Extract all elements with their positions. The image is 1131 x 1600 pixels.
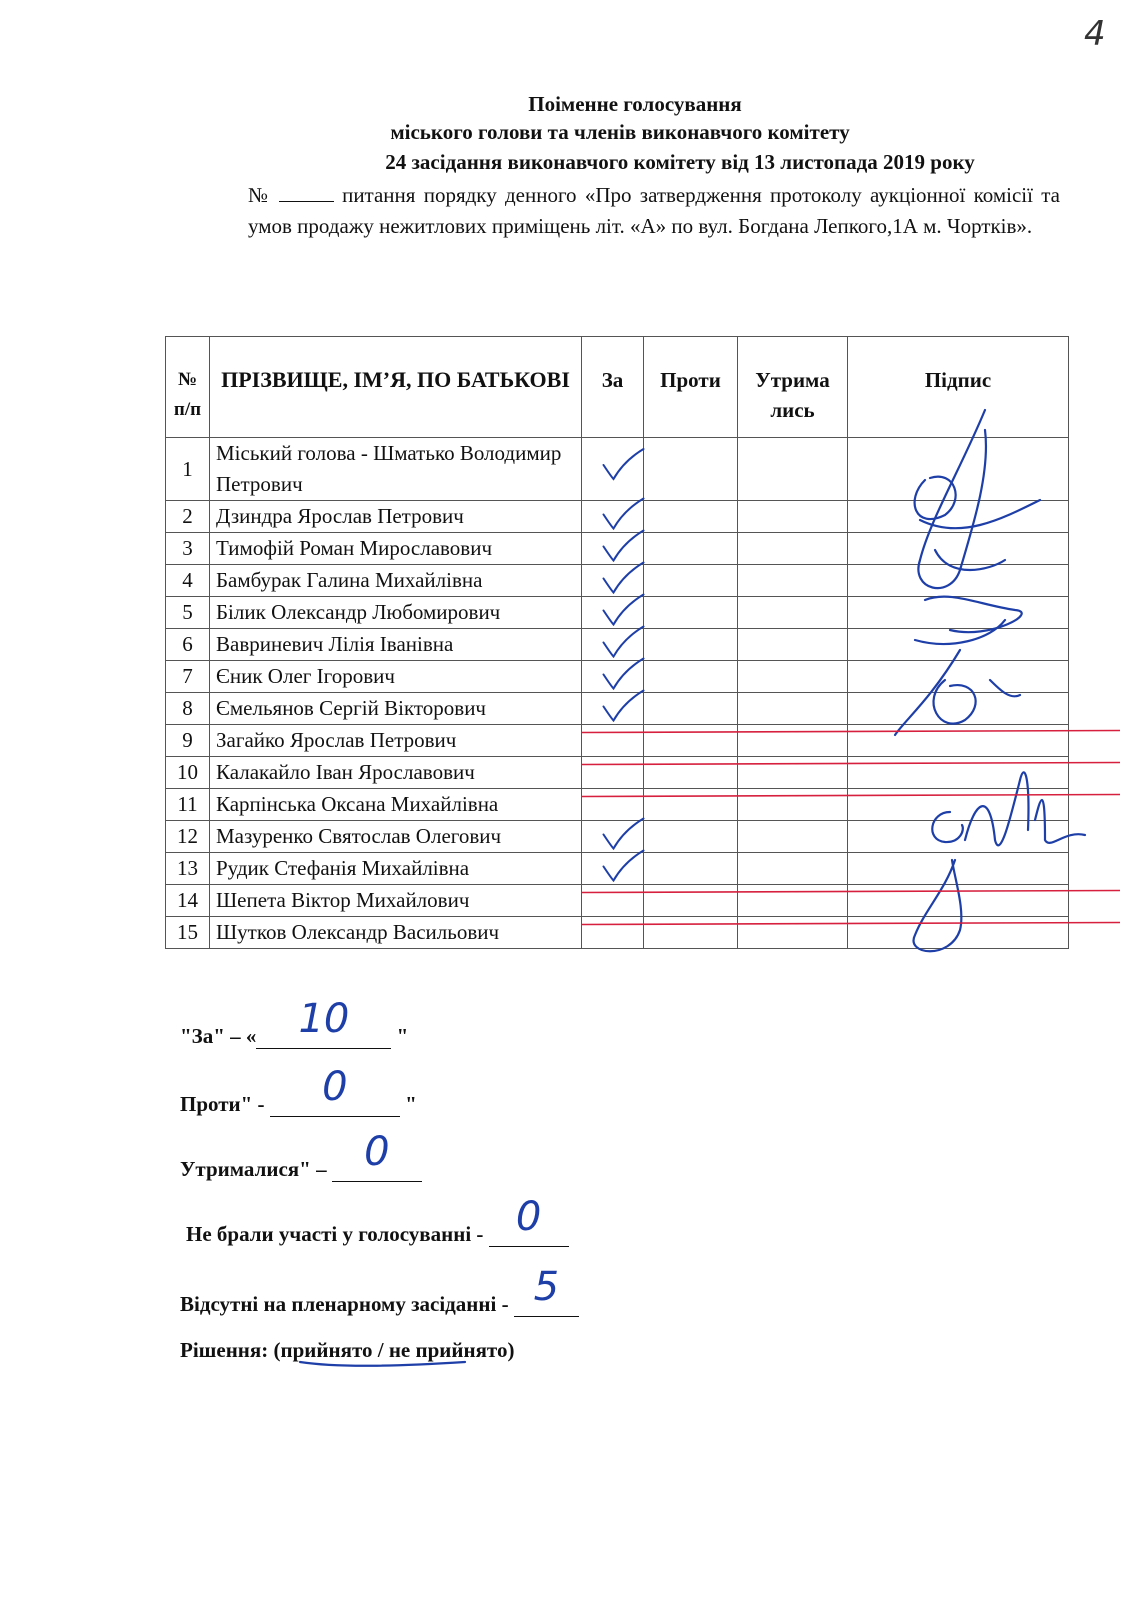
- row-name: Шепета Віктор Михайлович: [210, 885, 582, 917]
- cell-signature: [848, 501, 1069, 533]
- cell-against: [644, 438, 738, 501]
- row-name: Загайко Ярослав Петрович: [210, 725, 582, 757]
- cell-signature: [848, 789, 1069, 821]
- cell-against: [644, 565, 738, 597]
- cell-against: [644, 661, 738, 693]
- row-name: Єник Олег Ігорович: [210, 661, 582, 693]
- table-row: [166, 821, 1069, 853]
- cell-against: [644, 789, 738, 821]
- table-row: [166, 501, 1069, 533]
- row-num: 12: [166, 821, 210, 853]
- cell-abstained: [738, 565, 848, 597]
- agenda-prefix: №: [248, 183, 272, 207]
- cell-signature: [848, 917, 1069, 949]
- row-num: 10: [166, 757, 210, 789]
- cell-against: [644, 597, 738, 629]
- cell-for: [582, 821, 644, 853]
- summary-not-voted: [186, 1194, 569, 1247]
- vote-table-header: [166, 337, 1069, 438]
- summary-abstained: [180, 1129, 422, 1182]
- cell-against: [644, 501, 738, 533]
- cell-against: [644, 533, 738, 565]
- table-row: [166, 853, 1069, 885]
- table-row: [166, 789, 1069, 821]
- cell-against: [644, 885, 738, 917]
- row-num: 4: [166, 565, 210, 597]
- cell-abstained: [738, 757, 848, 789]
- cell-against: [644, 757, 738, 789]
- cell-for: [582, 501, 644, 533]
- cell-for: [582, 917, 644, 949]
- table-row: [166, 693, 1069, 725]
- cell-signature: [848, 565, 1069, 597]
- summary-abstained-label: Утрималися" –: [180, 1157, 327, 1181]
- cell-abstained: [738, 693, 848, 725]
- summary-absent-value: 5: [533, 1264, 560, 1310]
- table-row: [166, 885, 1069, 917]
- cell-abstained: [738, 725, 848, 757]
- row-num: 1: [166, 438, 210, 501]
- cell-abstained: [738, 629, 848, 661]
- cell-signature: [848, 821, 1069, 853]
- row-num: 2: [166, 501, 210, 533]
- cell-against: [644, 693, 738, 725]
- cell-signature: [848, 853, 1069, 885]
- cell-abstained: [738, 917, 848, 949]
- summary-abstained-value: 0: [364, 1129, 390, 1175]
- cell-for: [582, 885, 644, 917]
- cell-signature: [848, 597, 1069, 629]
- summary-not-voted-label: Не брали участі у голосуванні -: [186, 1222, 484, 1246]
- cell-signature: [848, 757, 1069, 789]
- cell-abstained: [738, 438, 848, 501]
- summary-against: [180, 1064, 417, 1117]
- row-name: Карпінська Оксана Михайлівна: [210, 789, 582, 821]
- row-num: 5: [166, 597, 210, 629]
- row-name: Вавриневич Лілія Іванівна: [210, 629, 582, 661]
- agenda-text: питання порядку денного «Про затвердження протоколу аукціонної комісії та умов продажу нежитлових приміщень літ. «А» по вул. Богдана Лепкого,1А м. Чортків».: [248, 183, 1060, 238]
- cell-signature: [848, 438, 1069, 501]
- row-num: 11: [166, 789, 210, 821]
- summary-against-label: Проти" -: [180, 1092, 265, 1116]
- row-num: 7: [166, 661, 210, 693]
- agenda-item: [248, 180, 1060, 242]
- header-abstained: Утрима лись: [738, 337, 848, 438]
- cell-signature: [848, 885, 1069, 917]
- row-num: 13: [166, 853, 210, 885]
- cell-abstained: [738, 597, 848, 629]
- cell-for: [582, 661, 644, 693]
- summary-absent: [180, 1264, 579, 1317]
- meeting-line: 24 засідання виконавчого комітету від 13 листопада 2019 року: [385, 150, 975, 174]
- cell-signature: [848, 693, 1069, 725]
- row-num: 6: [166, 629, 210, 661]
- row-name: Мазуренко Святослав Олегович: [210, 821, 582, 853]
- row-name: Білик Олександр Любомирович: [210, 597, 582, 629]
- table-row: [166, 438, 1069, 501]
- cell-for: [582, 629, 644, 661]
- cell-signature: [848, 661, 1069, 693]
- row-name: Тимофій Роман Мирославович: [210, 533, 582, 565]
- cell-against: [644, 853, 738, 885]
- agenda-number-blank: [279, 185, 334, 202]
- summary-for-close: ": [396, 1024, 409, 1048]
- table-row: [166, 533, 1069, 565]
- cell-abstained: [738, 885, 848, 917]
- table-row: [166, 629, 1069, 661]
- header-signature: Підпис: [848, 337, 1069, 438]
- summary-absent-blank: [514, 1264, 579, 1317]
- cell-abstained: [738, 821, 848, 853]
- summary-for-value: 10: [298, 996, 350, 1042]
- summary-decision: Рішення: (прийнято / не прийнято): [180, 1338, 515, 1362]
- cell-for: [582, 438, 644, 501]
- row-num: 15: [166, 917, 210, 949]
- summary-against-value: 0: [322, 1064, 348, 1110]
- row-num: 14: [166, 885, 210, 917]
- summary-for-label: "За" – «: [180, 1024, 257, 1048]
- row-num: 8: [166, 693, 210, 725]
- header-num: № п/п: [166, 337, 210, 438]
- row-num: 9: [166, 725, 210, 757]
- summary-against-close: ": [405, 1092, 417, 1116]
- cell-abstained: [738, 501, 848, 533]
- cell-for: [582, 789, 644, 821]
- summary-not-voted-blank: [489, 1194, 569, 1247]
- cell-against: [644, 821, 738, 853]
- cell-for: [582, 853, 644, 885]
- cell-abstained: [738, 533, 848, 565]
- header-against: Проти: [644, 337, 738, 438]
- cell-for: [582, 693, 644, 725]
- vote-table: [165, 336, 1069, 949]
- doc-subtitle: міського голови та членів виконавчого комітету: [390, 120, 850, 144]
- table-row: [166, 725, 1069, 757]
- cell-for: [582, 725, 644, 757]
- cell-signature: [848, 725, 1069, 757]
- cell-signature: [848, 533, 1069, 565]
- summary-for: [180, 996, 409, 1049]
- table-row: [166, 661, 1069, 693]
- cell-for: [582, 565, 644, 597]
- summary-not-voted-value: 0: [515, 1194, 542, 1240]
- table-row: [166, 565, 1069, 597]
- cell-against: [644, 629, 738, 661]
- doc-title: Поіменне голосування: [528, 92, 742, 116]
- summary-against-blank: [270, 1064, 400, 1117]
- table-row: [166, 597, 1069, 629]
- summary-for-blank: [256, 996, 391, 1049]
- summary-abstained-blank: [332, 1129, 422, 1182]
- row-name: Бамбурак Галина Михайлівна: [210, 565, 582, 597]
- cell-abstained: [738, 789, 848, 821]
- row-num: 3: [166, 533, 210, 565]
- row-name: Ємельянов Сергій Вікторович: [210, 693, 582, 725]
- header-for: За: [582, 337, 644, 438]
- cell-abstained: [738, 853, 848, 885]
- row-name: Міський голова - Шматько Володимир Петрович: [210, 438, 582, 501]
- table-row: [166, 757, 1069, 789]
- cell-abstained: [738, 661, 848, 693]
- summary-absent-label: Відсутні на пленарному засіданні -: [180, 1292, 509, 1316]
- row-name: Шутков Олександр Васильович: [210, 917, 582, 949]
- cell-signature: [848, 629, 1069, 661]
- cell-for: [582, 533, 644, 565]
- row-name: Рудик Стефанія Михайлівна: [210, 853, 582, 885]
- cell-for: [582, 597, 644, 629]
- row-name: Дзиндра Ярослав Петрович: [210, 501, 582, 533]
- cell-for: [582, 757, 644, 789]
- page-number: 4: [1084, 14, 1106, 54]
- table-row: [166, 917, 1069, 949]
- header-name: ПРІЗВИЩЕ, ІМ’Я, ПО БАТЬКОВІ: [210, 337, 582, 438]
- cell-against: [644, 917, 738, 949]
- row-name: Калакайло Іван Ярославович: [210, 757, 582, 789]
- cell-against: [644, 725, 738, 757]
